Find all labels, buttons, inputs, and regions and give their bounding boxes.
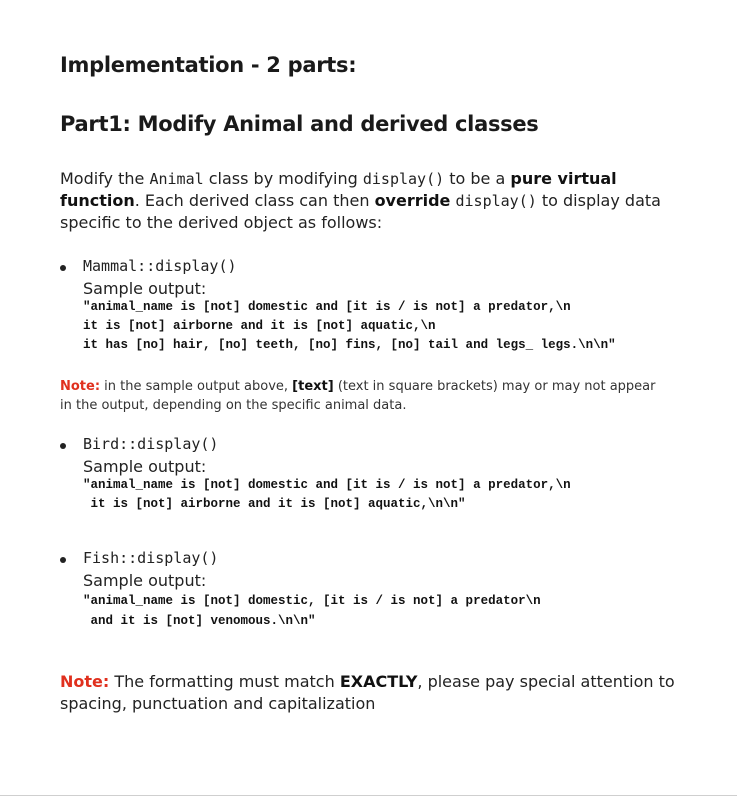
note-label: Note:: [60, 379, 101, 394]
intro-text: . Each derived class can then: [134, 191, 375, 210]
note-text: in the sample output above,: [100, 379, 293, 394]
page-heading: Implementation - 2 parts:: [60, 53, 357, 77]
intro-code-display: display(): [455, 192, 537, 210]
fish-function-name: Fish::display(): [83, 549, 219, 567]
bird-function-name: Bird::display(): [83, 435, 219, 453]
intro-bold-pure-virtual: pure virtual function: [60, 169, 617, 210]
fish-sample-code: "animal_name is [not] domestic, [it is / is not] a predator\n and it is [not] venomous.\n\n": [83, 594, 541, 628]
note-formatting: [60, 671, 710, 715]
bullet-icon: [60, 557, 66, 563]
note-text: , please pay special attention to spacing, punctuation and capitalization: [60, 672, 675, 713]
bird-item: [60, 435, 710, 515]
intro-code-display: display(): [362, 170, 445, 188]
note-text: (text in square brackets) may or may not appear in the output, depending on the specific animal data.: [60, 379, 656, 413]
bullet-icon: [60, 443, 66, 449]
intro-text: class by modifying: [203, 169, 363, 188]
intro-code-animal: Animal: [149, 170, 204, 188]
part1-title: Part1: Modify Animal and derived classes: [60, 112, 539, 136]
note-text: The formatting must match: [109, 672, 340, 691]
mammal-function-name: Mammal::display(): [83, 257, 237, 275]
intro-text: to display data specific to the derived object as follows:: [60, 191, 661, 232]
fish-item: [60, 549, 710, 634]
intro-text: Modify the: [60, 169, 150, 188]
page-divider: [0, 795, 737, 796]
intro-paragraph: [60, 168, 700, 234]
note-label: Note:: [60, 672, 110, 691]
fish-sample-label: Sample output:: [83, 571, 207, 590]
mammal-sample-code: "animal_name is [not] domestic and [it is / is not] a predator,\n it is [not] airborne and it is [not] aquatic,\n it has [no] hair, [no] teeth, [no] fins, [no] tail and legs_ legs.\n\n": [83, 300, 616, 352]
note-brackets: [60, 377, 670, 415]
bird-sample-code: "animal_name is [not] domestic and [it is / is not] a predator,\n it is [not] airborne and it is [not] aquatic,\n\n": [83, 478, 571, 511]
intro-text: to be a: [444, 169, 511, 188]
intro-bold-override: override: [374, 191, 451, 210]
bird-sample-label: Sample output:: [83, 457, 207, 476]
note-bold-text: [text]: [292, 379, 334, 394]
note-bold-exactly: EXACTLY: [339, 672, 418, 691]
mammal-item: [60, 257, 710, 357]
bullet-icon: [60, 265, 66, 271]
mammal-sample-label: Sample output:: [83, 279, 207, 298]
